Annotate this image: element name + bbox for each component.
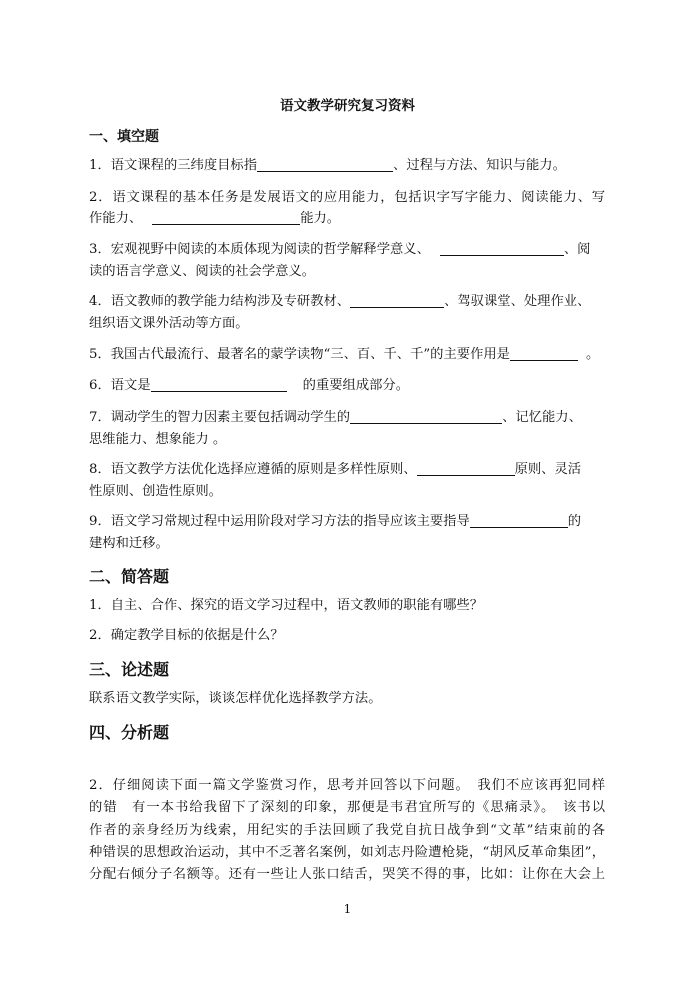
answer-blank	[417, 461, 515, 476]
essay-question: 联系语文教学实际，谈谈怎样优化选择教学方法。	[89, 691, 382, 706]
question-2-line-2	[89, 210, 605, 228]
question-5	[89, 346, 605, 364]
question-text: 、过程与方法、知识与能力。	[393, 158, 566, 173]
answer-blank	[152, 210, 300, 225]
question-9-line-2: 建构和迁移。	[89, 536, 169, 551]
question-text: 原则、灵活	[514, 462, 582, 477]
question-2-line-1: 2．语文课程的基本任务是发展语文的应用能力，包括识字写字能力、阅读能力、写	[89, 190, 605, 205]
answer-blank	[510, 346, 578, 361]
question-text: 4．语文教师的教学能力结构涉及专研教材、	[89, 294, 351, 309]
question-8-line-2: 性原则、创造性原则。	[89, 484, 222, 499]
analysis-line: 种错误的思想政治运动，其中不乏著名案例，如刘志丹险遭枪毙，“胡风反革命集团”，	[89, 845, 605, 860]
analysis-line: 2．仔细阅读下面一篇文学鉴赏习作，思考并回答以下问题。 我们不应该再犯同样	[89, 778, 605, 793]
answer-blank	[257, 157, 393, 172]
answer-blank	[440, 241, 564, 256]
answer-blank	[151, 377, 287, 392]
answer-blank	[470, 513, 568, 528]
document-title: 语文教学研究复习资料	[280, 98, 415, 114]
question-4-line-1	[89, 293, 605, 311]
question-text: 6．语文是	[89, 378, 151, 393]
question-8-line-1	[89, 461, 605, 479]
question-text: 的重要组成部分。	[302, 378, 410, 393]
question-1	[89, 157, 605, 175]
page-number: 1	[343, 902, 352, 916]
question-3-line-1	[89, 241, 605, 259]
question-9-line-1	[89, 513, 605, 531]
short-answer-question-1: 1．自主、合作、探究的语文学习过程中，语文教师的职能有哪些？	[89, 598, 484, 613]
question-4-line-2: 组织语文课外活动等方面。	[89, 316, 249, 331]
section-heading-essay: 三、论述题	[89, 660, 170, 679]
question-7-line-1	[89, 409, 605, 427]
question-text: 、驾驭课堂、处理作业、	[444, 294, 591, 309]
question-text: 、记忆能力、	[502, 410, 582, 425]
section-heading-fill-blank: 一、填空题	[89, 129, 159, 145]
question-3-line-2: 读的语言学意义、阅读的社会学意义。	[89, 264, 316, 279]
analysis-line: 作者的亲身经历为线索，用纪实的手法回顾了我党自抗日战争到“文革”结束前的各	[89, 823, 605, 838]
question-text: 。	[585, 347, 600, 362]
question-text: 1．语文课程的三纬度目标指	[89, 158, 258, 173]
question-text: 8．语文教学方法优化选择应遵循的原则是多样性原则、	[89, 462, 417, 477]
section-heading-short-answer: 二、简答题	[89, 567, 170, 586]
short-answer-question-2: 2．确定教学目标的依据是什么？	[89, 628, 284, 643]
question-text: 9．语文学习常规过程中运用阶段对学习方法的指导应该主要指导	[89, 514, 470, 529]
question-text: 作能力、	[89, 211, 143, 226]
analysis-line: 的错 有一本书给我留下了深刻的印象，那便是韦君宜所写的《思痛录》。 该书以	[89, 800, 605, 815]
question-text: 的	[567, 514, 582, 529]
question-6	[89, 377, 605, 395]
question-text: 、阅	[563, 242, 591, 257]
section-heading-analysis: 四、分析题	[89, 723, 170, 742]
answer-blank	[350, 293, 444, 308]
question-text: 5．我国古代最流行、最著名的蒙学读物“三、百、千、千”的主要作用是	[89, 347, 510, 362]
answer-blank	[350, 409, 502, 424]
question-7-line-2: 思维能力、想象能力 。	[89, 432, 227, 447]
question-text: 能力。	[300, 211, 341, 226]
question-text: 7．调动学生的智力因素主要包括调动学生的	[89, 410, 351, 425]
analysis-line: 分配右倾分子名额等。还有一些让人张口结舌，哭笑不得的事，比如：让你在大会上	[89, 867, 605, 882]
question-text: 3．宏观视野中阅读的本质体现为阅读的哲学解释学意义、	[89, 242, 430, 257]
